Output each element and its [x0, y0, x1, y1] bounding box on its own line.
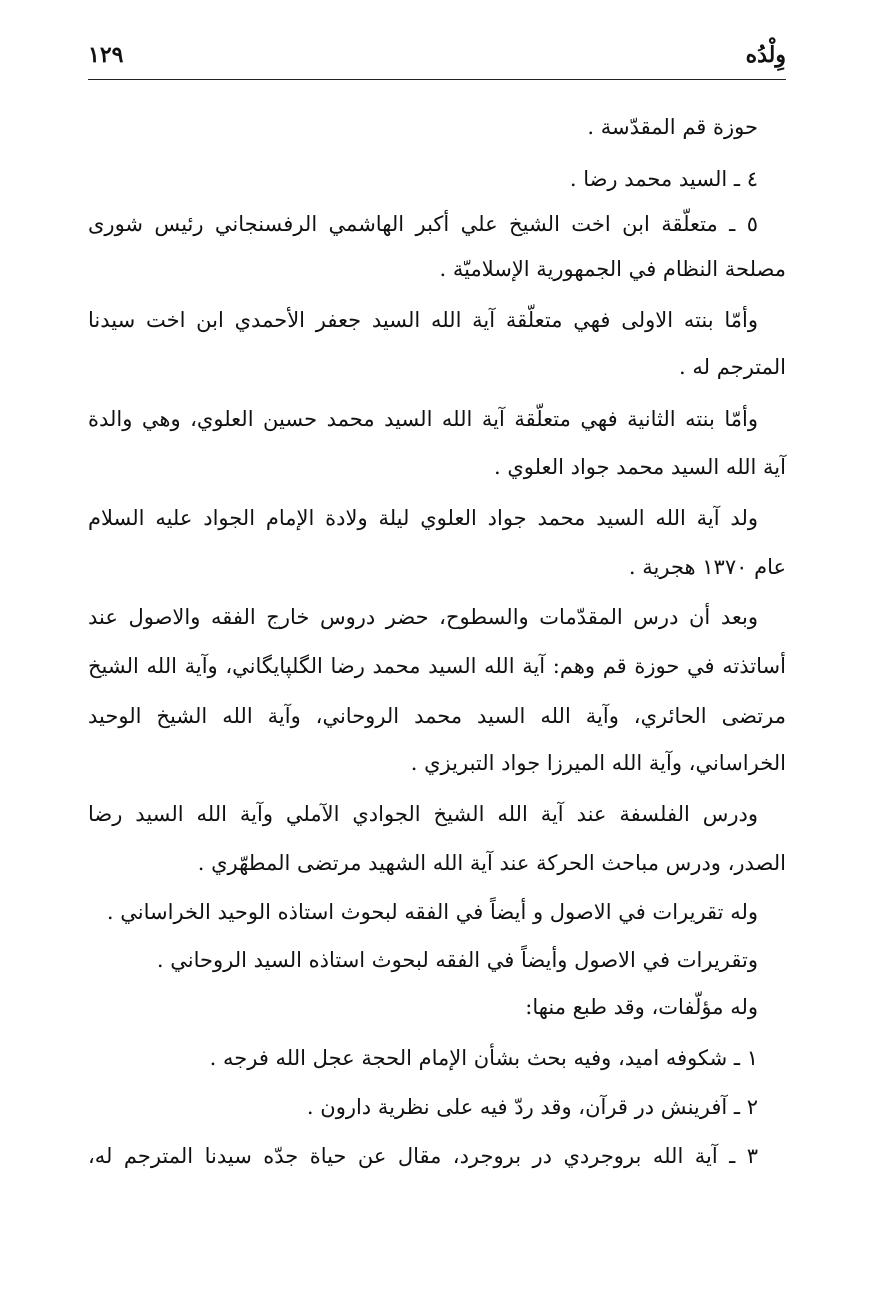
page-header — [88, 38, 786, 72]
text-line-8: آية الله السيد محمد جواد العلوي . — [493, 455, 786, 479]
text-line-4: مصلحة النظام في الجمهورية الإسلاميّة . — [439, 257, 786, 281]
text-line-13: مرتضى الحائري، وآية الله السيد محمد الروحاني، وآية الله الشيخ الوحيد — [88, 704, 786, 728]
text-line-3: ٥ ـ متعلّقة ابن اخت الشيخ علي أكبر الهاشمي الرفسنجاني رئيس شورى — [88, 212, 758, 236]
text-line-6: المترجم له . — [679, 355, 786, 379]
header-rule — [88, 79, 786, 80]
text-line-18: وتقريرات في الاصول وأيضاً في الفقه لبحوث استاذه السيد الروحاني . — [156, 948, 758, 972]
text-line-21: ٢ ـ آفرينش در قرآن، وقد ردّ فيه على نظرية دارون . — [306, 1095, 758, 1119]
text-line-22: ٣ ـ آية الله بروجردي در بروجرد، مقال عن حياة جدّه سيدنا المترجم له، — [88, 1144, 758, 1168]
text-line-19: وله مؤلّفات، وقد طبع منها: — [525, 995, 758, 1019]
text-line-20: ١ ـ شكوفه اميد، وفيه بحث بشأن الإمام الحجة عجل الله فرجه . — [209, 1046, 758, 1070]
text-line-2: ٤ ـ السيد محمد رضا . — [569, 167, 758, 191]
text-line-1: حوزة قم المقدّسة . — [587, 115, 758, 139]
text-line-15: ودرس الفلسفة عند آية الله الشيخ الجوادي الآملي وآية الله السيد رضا — [88, 802, 758, 826]
text-line-5: وأمّا بنته الاولى فهي متعلّقة آية الله السيد جعفر الأحمدي ابن اخت سيدنا — [88, 308, 758, 332]
text-line-9: ولد آية الله السيد محمد جواد العلوي ليلة ولادة الإمام الجواد عليه السلام — [88, 506, 758, 530]
text-line-12: أساتذته في حوزة قم وهم: آية الله السيد محمد رضا الگلپايگاني، وآية الله الشيخ — [88, 654, 786, 678]
text-line-11: وبعد أن درس المقدّمات والسطوح، حضر دروس خارج الفقه والاصول عند — [88, 605, 758, 629]
running-title: وِلْدُه — [745, 42, 786, 68]
text-line-10: عام ١٣٧٠ هجرية . — [628, 555, 786, 579]
text-line-16: الصدر، ودرس مباحث الحركة عند آية الله الشهيد مرتضى المطهّري . — [197, 851, 786, 875]
text-line-7: وأمّا بنته الثانية فهي متعلّقة آية الله السيد محمد حسين العلوي، وهي والدة — [88, 407, 758, 431]
page-number: ١٢٩ — [88, 42, 124, 68]
text-line-14: الخراساني، وآية الله الميرزا جواد التبريزي . — [410, 751, 786, 775]
text-line-17: وله تقريرات في الاصول و أيضاً في الفقه لبحوث استاذه الوحيد الخراساني . — [106, 900, 758, 924]
